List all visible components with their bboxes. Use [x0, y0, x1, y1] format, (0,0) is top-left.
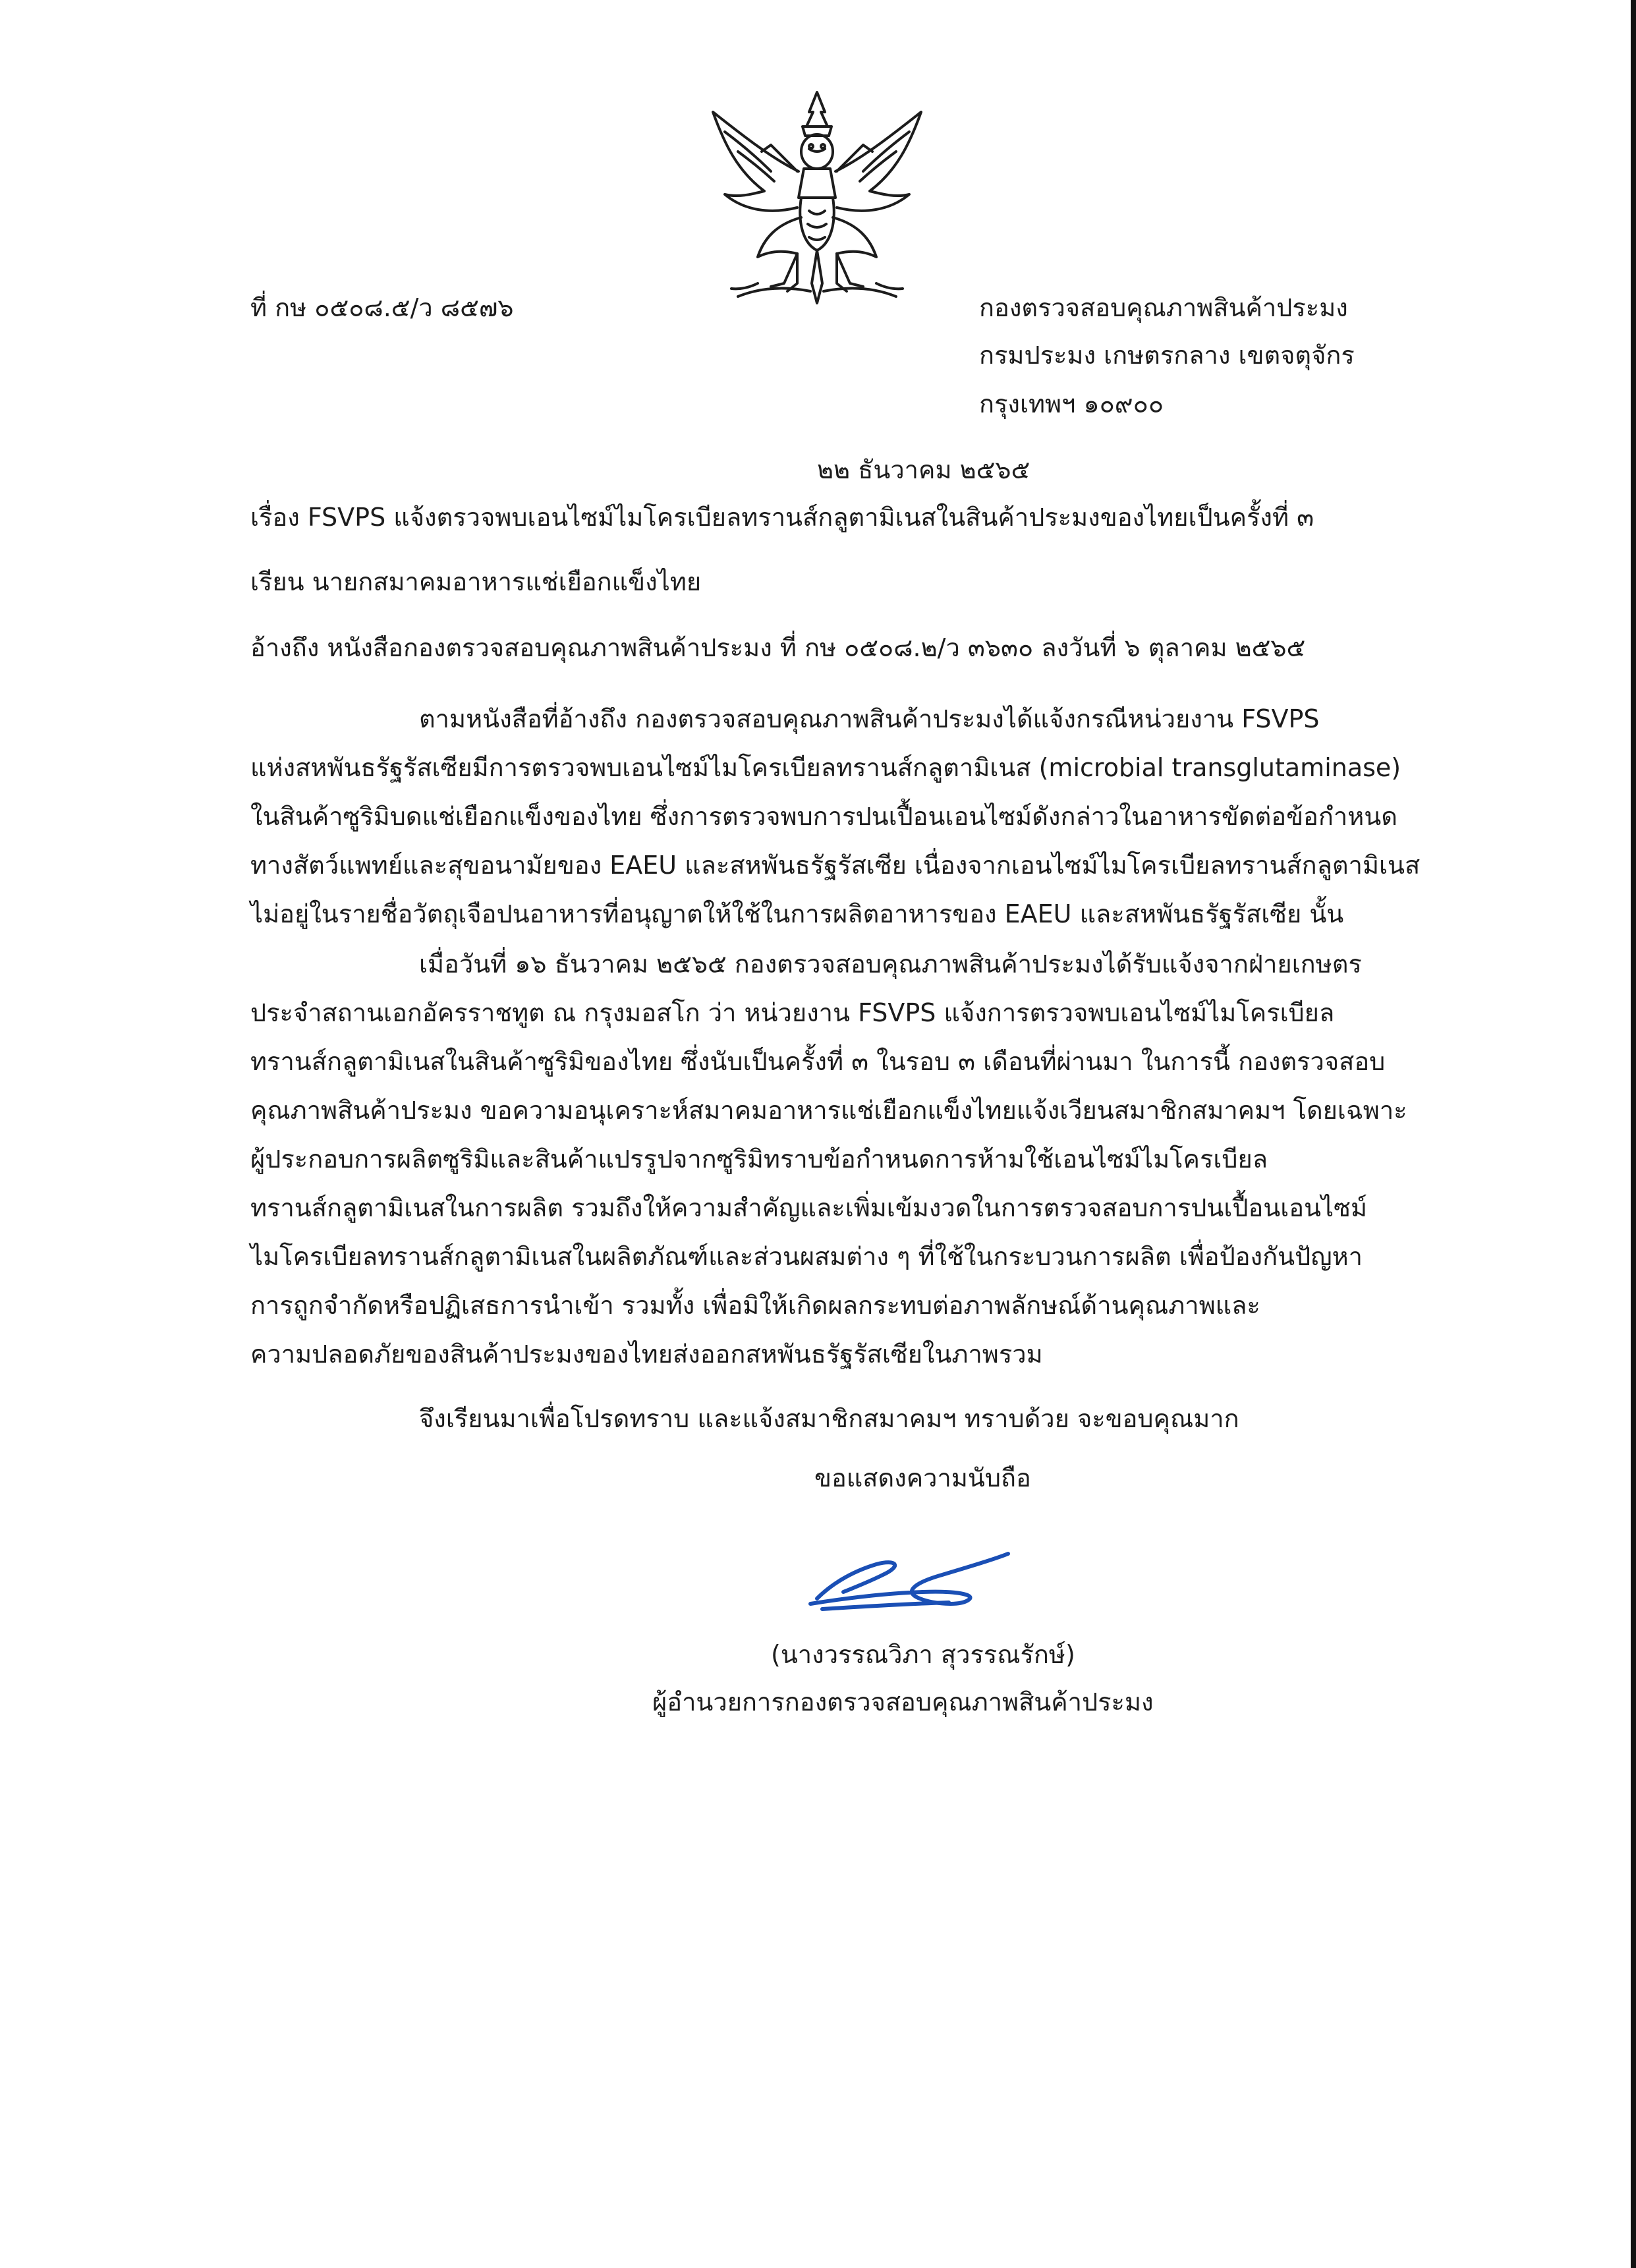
paragraph-line: แห่งสหพันธรัฐรัสเซียมีการตรวจพบเอนไซม์ไมโครเบียลทรานส์กลูตามิเนส (microbial transglutaminase) [250, 753, 1401, 782]
letter-reference: อ้างถึง หนังสือกองตรวจสอบคุณภาพสินค้าประมง ที่ กษ ๐๕๐๘.๒/ว ๓๖๓๐ ลงวันที่ ๖ ตุลาคม ๒๕๖๕ [250, 633, 1306, 662]
paragraph-line: ตามหนังสือที่อ้างถึง กองตรวจสอบคุณภาพสินค้าประมงได้แจ้งกรณีหน่วยงาน FSVPS [419, 704, 1320, 733]
paragraph-line: คุณภาพสินค้าประมง ขอความอนุเคราะห์สมาคมอาหารแช่เยือกแข็งไทยแจ้งเวียนสมาชิกสมาคมฯ โดยเฉพาะ [250, 1096, 1407, 1125]
document-reference-number: ที่ กษ ๐๕๐๘.๕/ว ๘๕๗๖ [250, 293, 514, 322]
body-paragraph-1 [250, 695, 1515, 938]
paragraph-line: ทรานส์กลูตามิเนสในการผลิต รวมถึงให้ความสำคัญและเพิ่มเข้มงวดในการตรวจสอบการปนเปื้อนเอนไซม์ [250, 1193, 1367, 1222]
paragraph-line: ประจำสถานเอกอัครราชทูต ณ กรุงมอสโก ว่า หน่วยงาน FSVPS แจ้งการตรวจพบเอนไซม์ไมโครเบียล [250, 998, 1335, 1027]
sender-address-line-2: กรมประมง เกษตรกลาง เขตจตุจักร [979, 341, 1355, 370]
closing-salutation: ขอแสดงความนับถือ [814, 1463, 1031, 1492]
letter-subject: เรื่อง FSVPS แจ้งตรวจพบเอนไซม์ไมโครเบียลทรานส์กลูตามิเนสในสินค้าประมงของไทยเป็นครั้งที่ ๓ [250, 503, 1314, 532]
paragraph-line: การถูกจำกัดหรือปฏิเสธการนำเข้า รวมทั้ง เพื่อมิให้เกิดผลกระทบต่อภาพลักษณ์ด้านคุณภาพและ [250, 1291, 1260, 1320]
paragraph-line: ผู้ประกอบการผลิตซูริมิและสินค้าแปรรูปจากซูริมิทราบข้อกำหนดการห้ามใช้เอนไซม์ไมโครเบียล [250, 1145, 1268, 1174]
signer-position: ผู้อำนวยการกองตรวจสอบคุณภาพสินค้าประมง [652, 1687, 1154, 1716]
paragraph-line: เมื่อวันที่ ๑๖ ธันวาคม ๒๕๖๕ กองตรวจสอบคุณภาพสินค้าประมงได้รับแจ้งจากฝ่ายเกษตร [419, 950, 1362, 978]
signer-name: (นางวรรณวิภา สุวรรณรักษ์) [771, 1640, 1075, 1669]
paragraph-line: ไม่อยู่ในรายชื่อวัตถุเจือปนอาหารที่อนุญาตให้ใช้ในการผลิตอาหารของ EAEU และสหพันธรัฐรัสเซีย นั้น [250, 899, 1344, 928]
handwritten-signature [804, 1546, 1015, 1625]
paragraph-line: ไมโครเบียลทรานส์กลูตามิเนสในผลิตภัณฑ์และส่วนผสมต่าง ๆ ที่ใช้ในกระบวนการผลิต เพื่อป้องกันปัญหา [250, 1242, 1363, 1271]
letter-recipient: เรียน นายกสมาคมอาหารแช่เยือกแข็งไทย [250, 567, 702, 596]
body-paragraph-3 [419, 1394, 1636, 1443]
paragraph-line: ทางสัตว์แพทย์และสุขอนามัยของ EAEU และสหพันธรัฐรัสเซีย เนื่องจากเอนไซม์ไมโครเบียลทรานส์กลูตามิเนส [250, 851, 1421, 880]
garuda-emblem-icon [698, 86, 936, 323]
body-paragraph-2 [250, 940, 1515, 1378]
scan-edge-border [1631, 0, 1636, 2268]
paragraph-line: จึงเรียนมาเพื่อโปรดทราบ และแจ้งสมาชิกสมาคมฯ ทราบด้วย จะขอบคุณมาก [419, 1404, 1239, 1433]
paragraph-line: ทรานส์กลูตามิเนสในสินค้าซูริมิของไทย ซึ่งนับเป็นครั้งที่ ๓ ในรอบ ๓ เดือนที่ผ่านมา ในการนี้ กองตรวจสอบ [250, 1047, 1386, 1076]
paragraph-line: ในสินค้าซูริมิบดแช่เยือกแข็งของไทย ซึ่งการตรวจพบการปนเปื้อนเอนไซม์ดังกล่าวในอาหารขัดต่อข้อกำหนด [250, 802, 1397, 831]
sender-address-line-1: กองตรวจสอบคุณภาพสินค้าประมง [979, 293, 1348, 322]
paragraph-line: ความปลอดภัยของสินค้าประมงของไทยส่งออกสหพันธรัฐรัสเซียในภาพรวม [250, 1340, 1043, 1369]
letter-date: ๒๒ ธันวาคม ๒๕๖๕ [817, 455, 1030, 484]
sender-address-line-3: กรุงเทพฯ ๑๐๙๐๐ [979, 389, 1164, 418]
